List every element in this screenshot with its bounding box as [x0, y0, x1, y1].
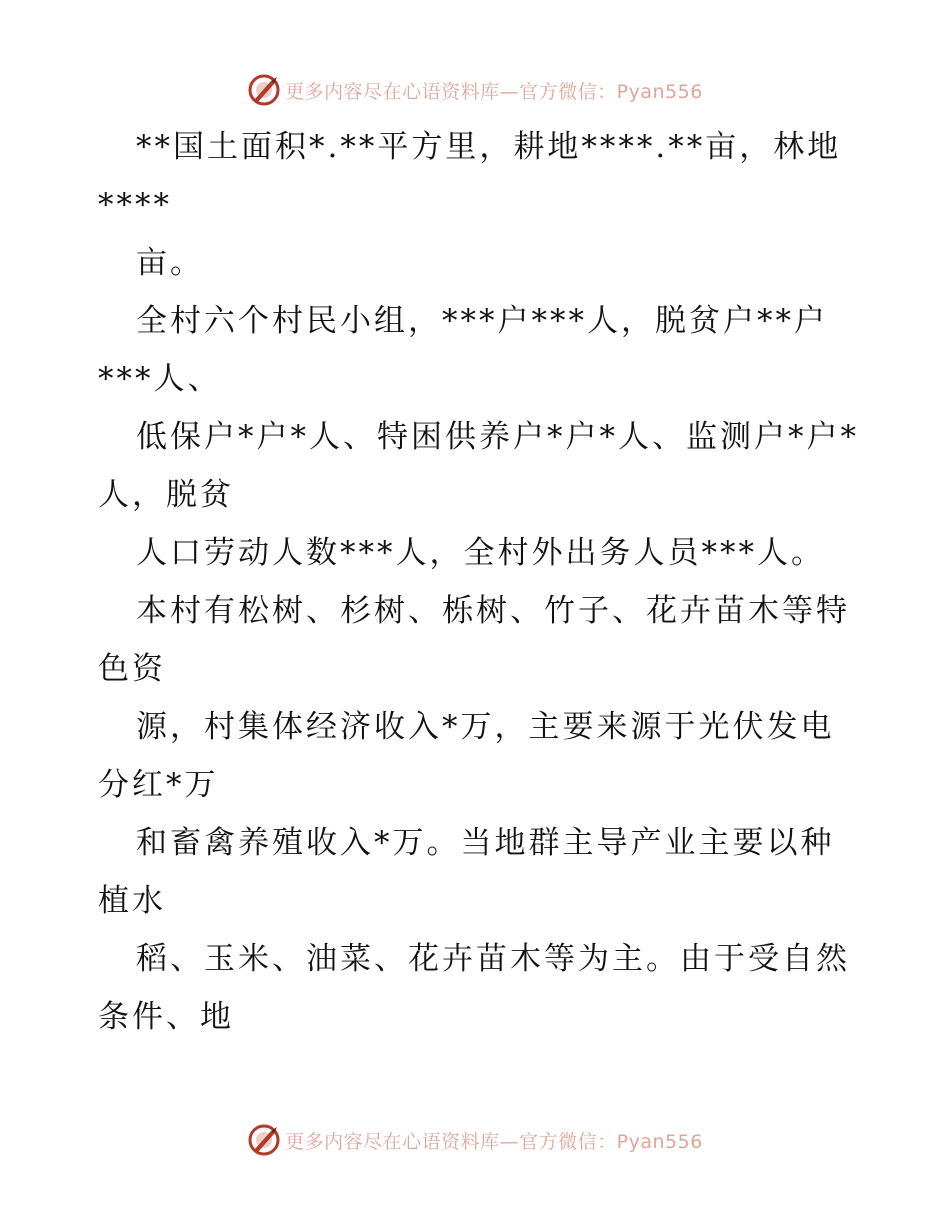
text-line: 稻、玉米、油菜、花卉苗木等为主。由于受自然: [136, 941, 850, 977]
text-line: 人，脱贫: [98, 477, 234, 513]
text-line: 植水: [98, 883, 166, 919]
text-line: 条件、地: [98, 999, 234, 1035]
text-line: 和畜禽养殖收入*万。当地群主导产业主要以种: [136, 825, 835, 861]
header-banner-text: 更多内容尽在心语资料库—官方微信：Pyan556: [285, 80, 703, 103]
text-line: 分红*万: [98, 767, 219, 803]
text-line: 全村六个村民小组，***户***人，脱贫户**户: [136, 303, 828, 339]
text-line: 人口劳动人数***人，全村外出务人员***人。: [136, 535, 825, 571]
text-line: **国土面积*.**平方里，耕地****.**亩，林地: [136, 129, 842, 165]
text-line: ****: [98, 187, 172, 223]
footer-banner: [0, 1120, 950, 1160]
text-line: ***人、: [98, 361, 222, 397]
document-body: [98, 118, 858, 1046]
text-line: 源，村集体经济收入*万，主要来源于光伏发电: [136, 709, 835, 745]
footer-banner-text: 更多内容尽在心语资料库—官方微信：Pyan556: [285, 1130, 703, 1153]
quill-seal-icon: [247, 1123, 281, 1157]
text-line: 本村有松树、杉树、栎树、竹子、花卉苗木等特: [136, 593, 850, 629]
quill-seal-icon: [247, 73, 281, 107]
header-banner: [0, 70, 950, 110]
text-line: 低保户*户*人、特困供养户*户*人、监测户*户*: [136, 419, 859, 455]
text-line: 亩。: [136, 245, 204, 281]
text-line: 色资: [98, 651, 166, 687]
